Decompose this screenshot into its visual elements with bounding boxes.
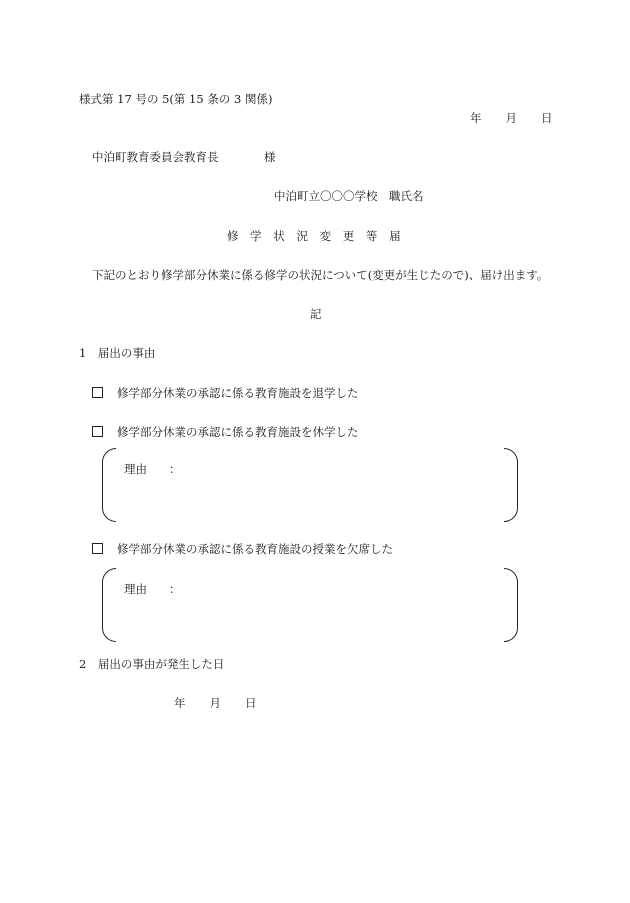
option-leave-of-absence[interactable] bbox=[92, 426, 359, 439]
right-bracket bbox=[504, 448, 518, 522]
option-absence[interactable] bbox=[92, 543, 393, 556]
submission-date bbox=[470, 113, 553, 125]
ki-heading: 記 bbox=[310, 307, 322, 321]
recipient: 中泊町教育委員会教育長 bbox=[92, 150, 219, 164]
checkbox[interactable] bbox=[92, 543, 103, 554]
reason-row bbox=[124, 464, 181, 476]
checkbox[interactable] bbox=[92, 387, 103, 398]
reason-label: 理由 bbox=[124, 582, 147, 596]
section-1-heading: 1 届出の事由 bbox=[79, 346, 156, 360]
right-bracket bbox=[504, 568, 518, 642]
page-title: 修 学 状 況 変 更 等 届 bbox=[227, 229, 405, 243]
option-label: 修学部分休業の承認に係る教育施設を休学した bbox=[117, 425, 359, 439]
date-month-label: 月 bbox=[505, 111, 517, 125]
reason-row bbox=[124, 584, 181, 596]
date-day-label: 日 bbox=[541, 111, 553, 125]
occurrence-date bbox=[174, 698, 257, 710]
reason-box-absence[interactable] bbox=[102, 568, 518, 642]
checkbox[interactable] bbox=[92, 426, 103, 437]
section-2-heading: 2 届出の事由が発生した日 bbox=[79, 657, 225, 671]
form-number: 様式第 17 号の 5(第 15 条の 3 関係) bbox=[79, 92, 273, 106]
option-withdrawal[interactable] bbox=[92, 387, 359, 400]
reason-colon: ： bbox=[169, 462, 181, 476]
option-label: 修学部分休業の承認に係る教育施設の授業を欠席した bbox=[117, 542, 393, 556]
reason-label: 理由 bbox=[124, 462, 147, 476]
option-label: 修学部分休業の承認に係る教育施設を退学した bbox=[117, 386, 359, 400]
body-text: 下記のとおり修学部分休業に係る修学の状況について(変更が生じたので)、届け出ます。 bbox=[92, 268, 549, 282]
date-year-label: 年 bbox=[174, 696, 186, 710]
honorific: 様 bbox=[264, 150, 276, 164]
left-bracket bbox=[102, 448, 116, 522]
left-bracket bbox=[102, 568, 116, 642]
sender: 中泊町立〇〇〇学校 職氏名 bbox=[274, 189, 424, 203]
reason-box-leave[interactable] bbox=[102, 448, 518, 522]
date-year-label: 年 bbox=[470, 111, 482, 125]
date-day-label: 日 bbox=[245, 696, 257, 710]
date-month-label: 月 bbox=[209, 696, 221, 710]
reason-colon: ： bbox=[169, 582, 181, 596]
